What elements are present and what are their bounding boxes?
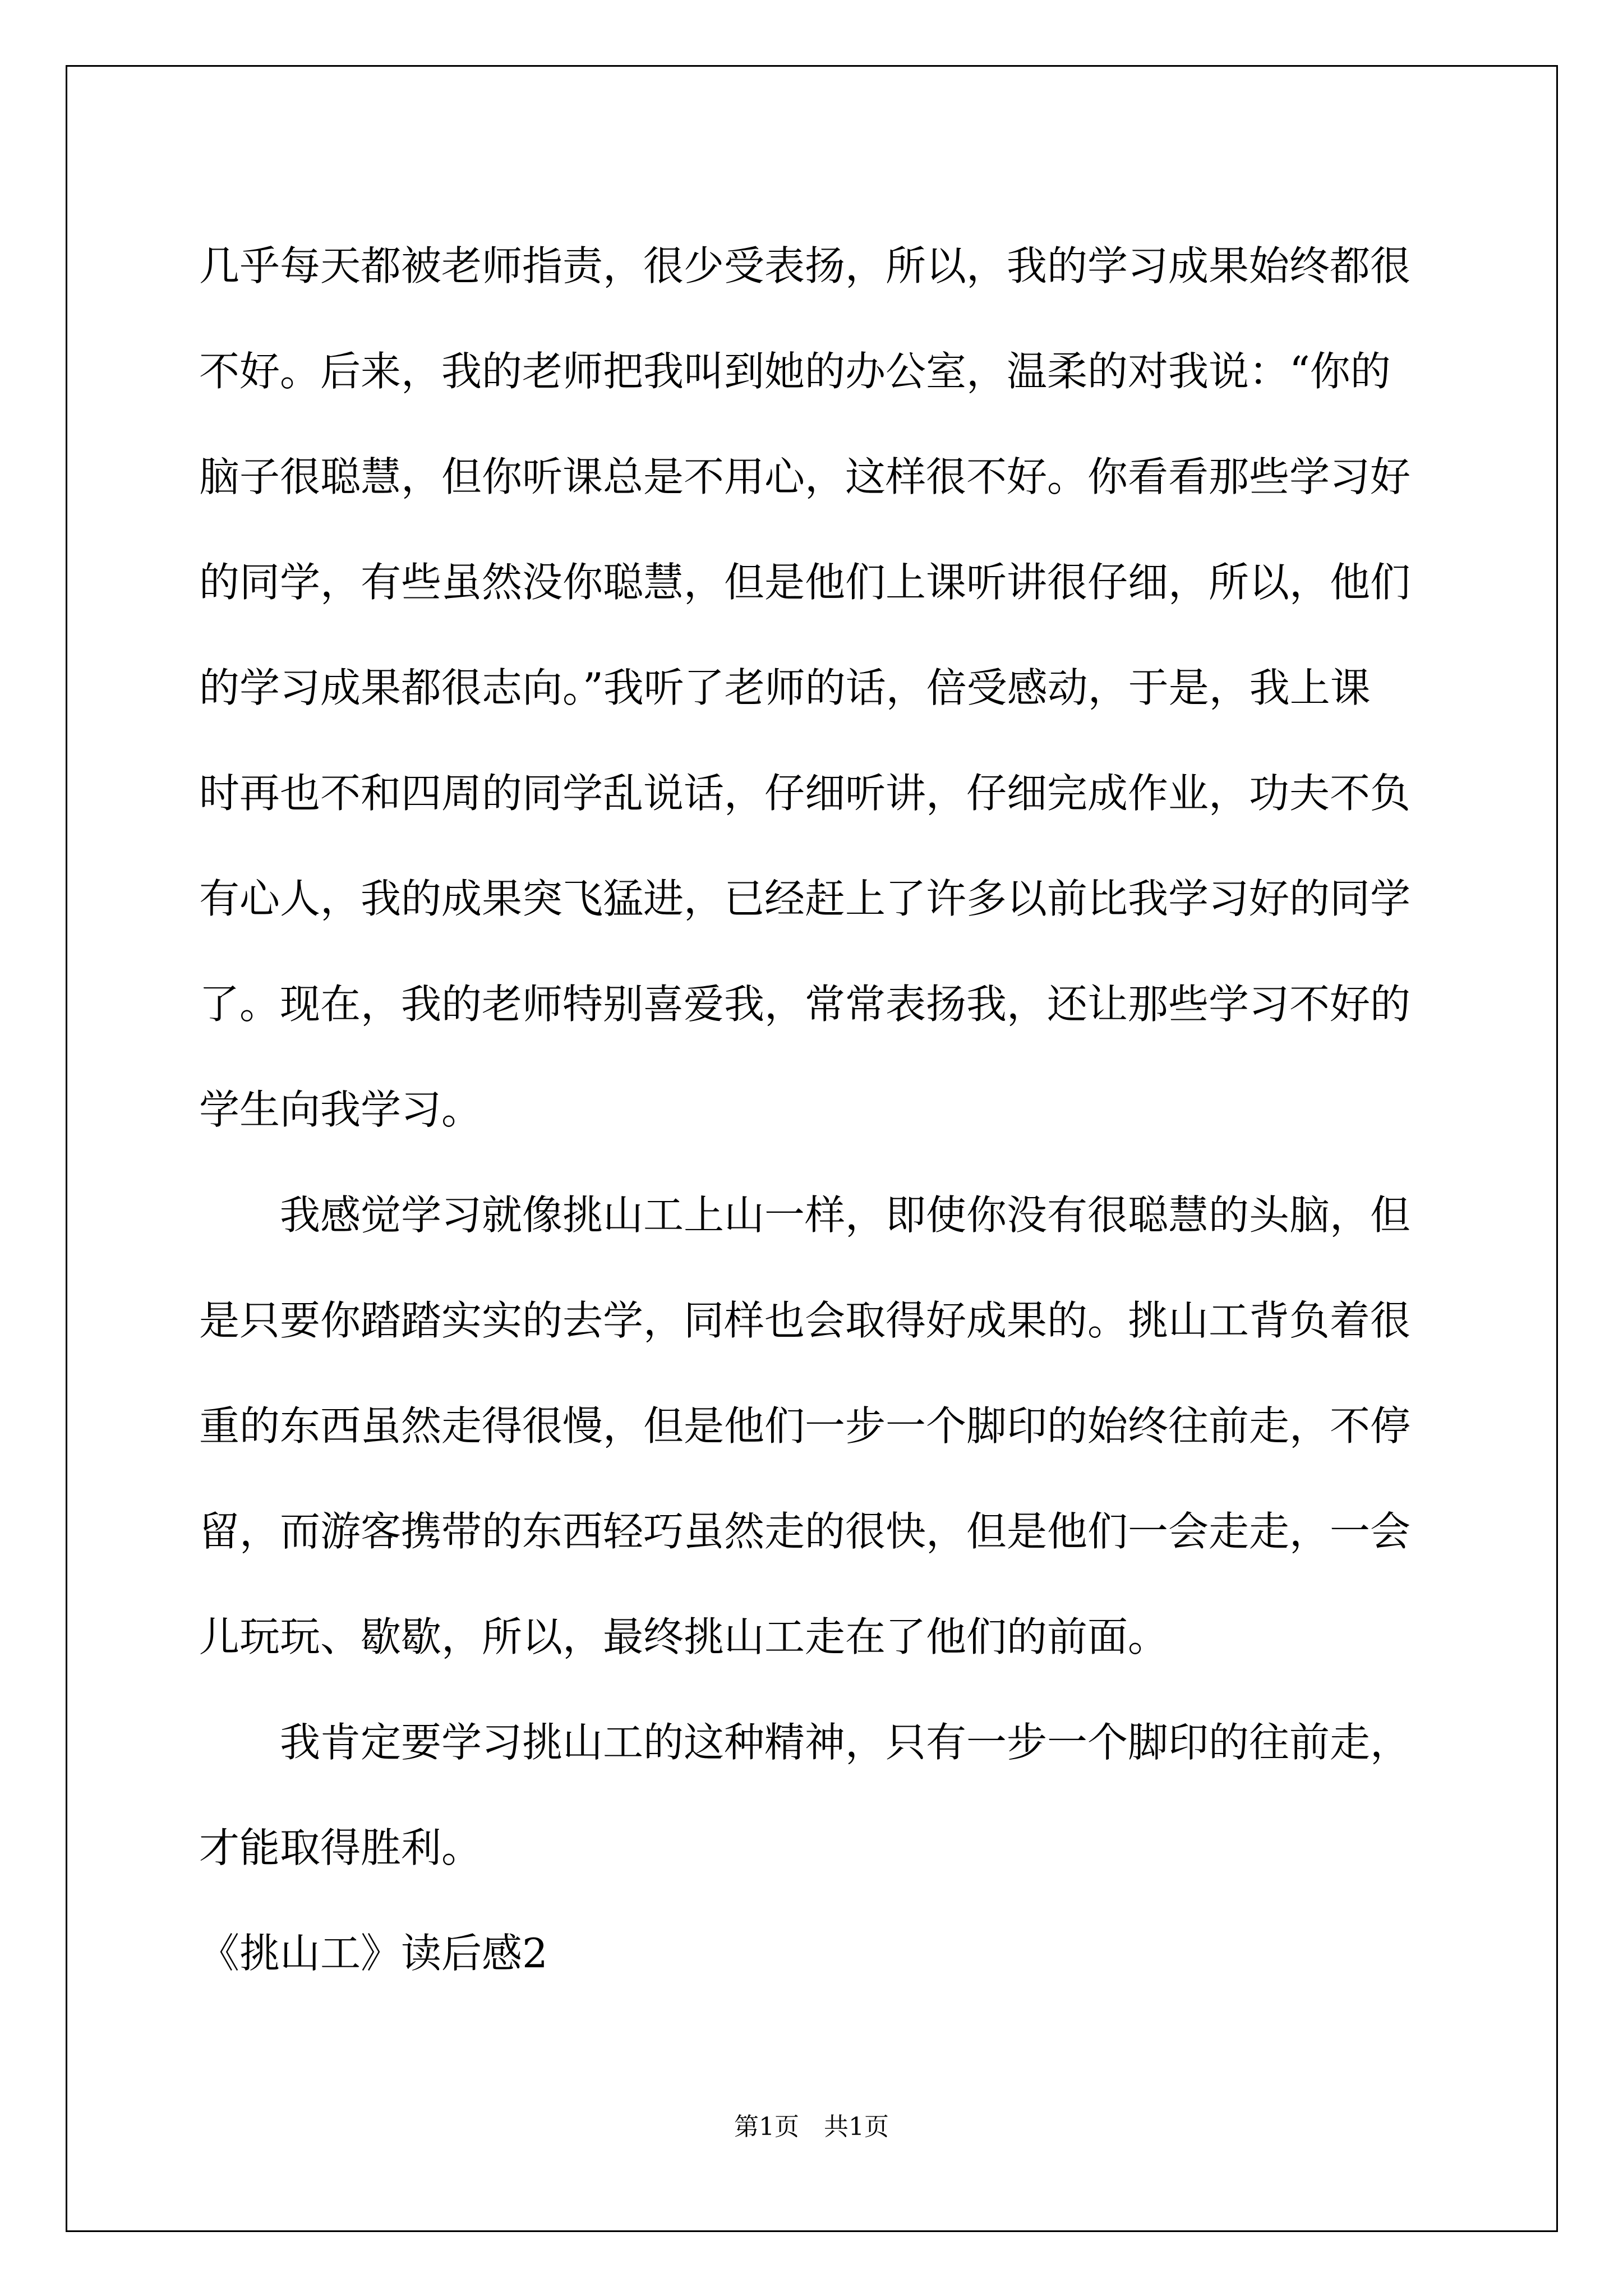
section-heading: 《挑山工》读后感2 — [199, 1930, 548, 1977]
text-line: 学生向我学习。 — [199, 1086, 482, 1133]
paragraph-1 — [199, 213, 1424, 1162]
text-line: 是只要你踏踏实实的去学，同样也会取得好成果的。挑山工背负着很 — [199, 1297, 1411, 1344]
page-number-footer: 第1页 共1页 — [734, 2113, 889, 2141]
text-line: 我感觉学习就像挑山工上山一样，即使你没有很聪慧的头脑，但 — [280, 1191, 1411, 1239]
text-line: 的同学，有些虽然没你聪慧，但是他们上课听讲很仔细，所以，他们 — [199, 559, 1411, 606]
text-line: 留，而游客携带的东西轻巧虽然走的很快，但是他们一会走走，一会 — [199, 1508, 1411, 1555]
text-line: 有心人，我的成果突飞猛进，已经赶上了许多以前比我学习好的同学 — [199, 875, 1411, 922]
document-body — [199, 213, 1424, 2006]
text-line: 重的东西虽然走得很慢，但是他们一步一个脚印的始终往前走，不停 — [199, 1402, 1411, 1450]
paragraph-3 — [199, 1690, 1424, 1901]
text-line: 不好。后来，我的老师把我叫到她的办公室，温柔的对我说：“你的 — [199, 348, 1391, 395]
text-line: 才能取得胜利。 — [199, 1824, 482, 1871]
text-line: 时再也不和四周的同学乱说话，仔细听讲，仔细完成作业，功夫不负 — [199, 770, 1411, 817]
text-line: 了。现在，我的老师特别喜爱我，常常表扬我，还让那些学习不好的 — [199, 981, 1411, 1028]
text-line: 我肯定要学习挑山工的这种精神，只有一步一个脚印的往前走， — [280, 1719, 1411, 1766]
paragraph-2 — [199, 1162, 1424, 1690]
text-line: 儿玩玩、歇歇，所以，最终挑山工走在了他们的前面。 — [199, 1613, 1169, 1660]
text-line: 的学习成果都很志向。”我听了老师的话，倍受感动，于是，我上课 — [199, 664, 1371, 711]
text-line: 几乎每天都被老师指责，很少受表扬，所以，我的学习成果始终都很 — [199, 242, 1411, 289]
text-line: 脑子很聪慧，但你听课总是不用心，这样很不好。你看看那些学习好 — [199, 453, 1411, 500]
